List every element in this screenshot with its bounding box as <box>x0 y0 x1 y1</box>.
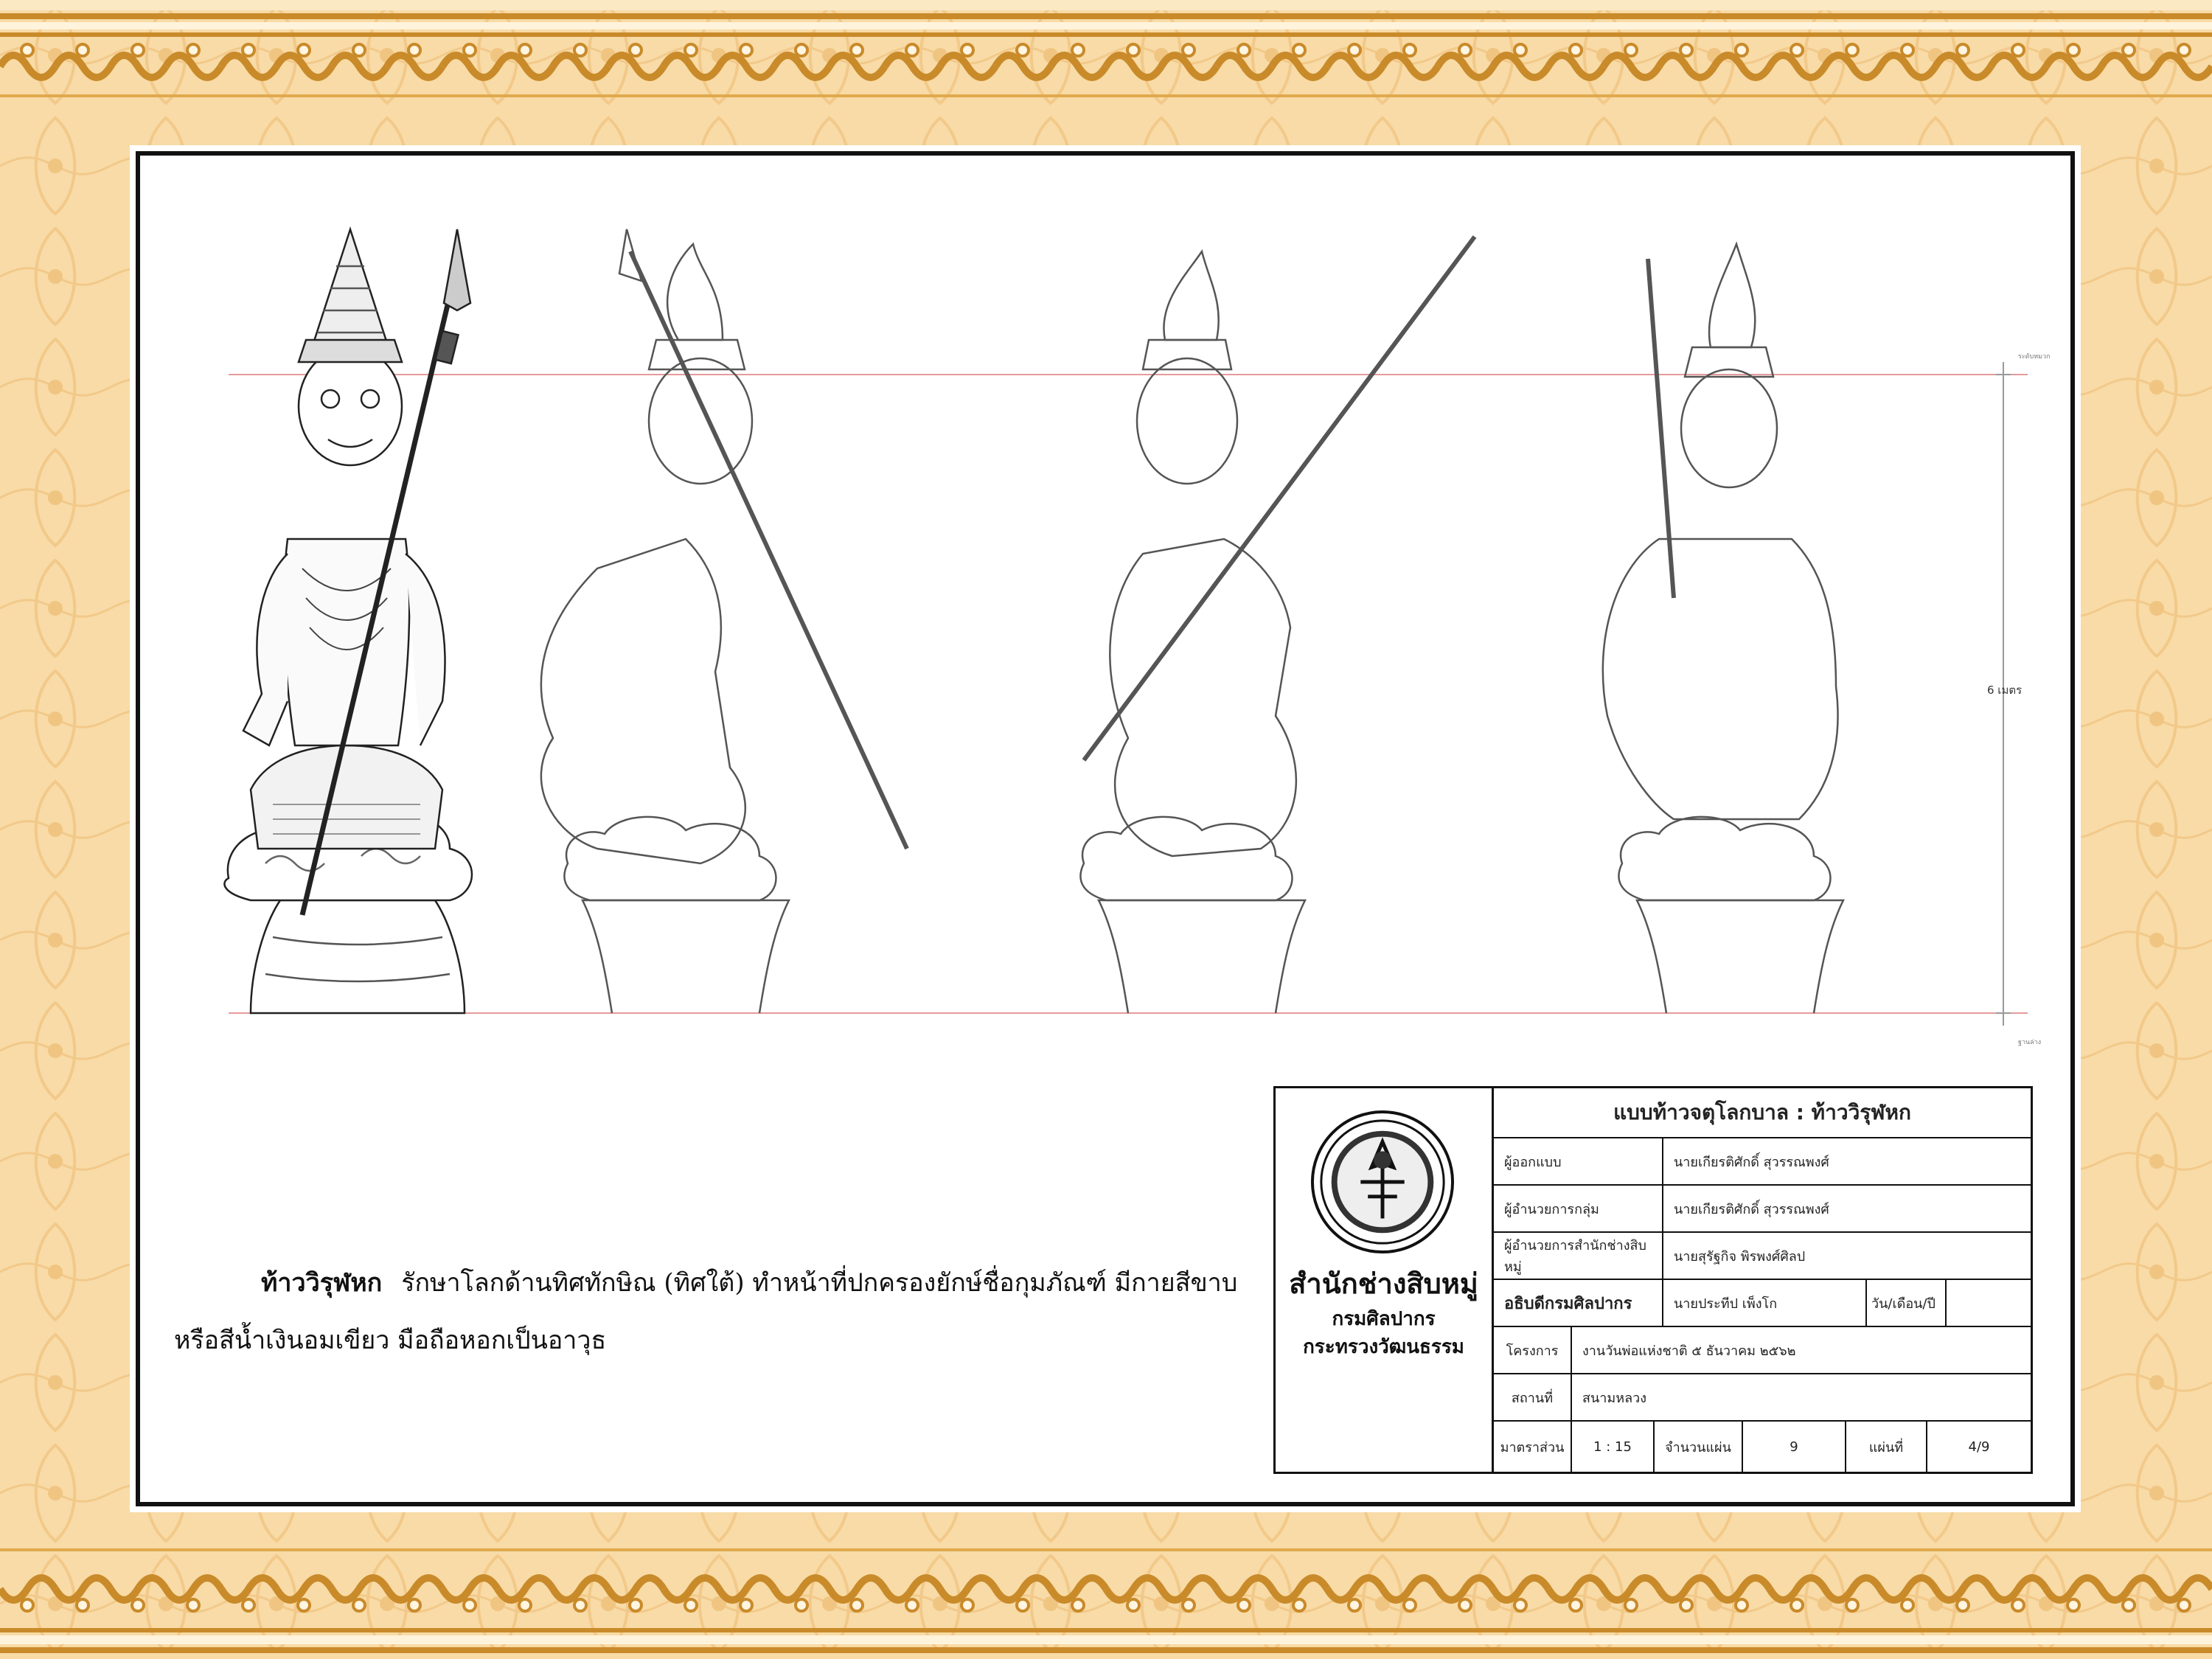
ornament-motif <box>1382 1578 1438 1600</box>
ornament-dot <box>1349 44 1360 56</box>
sheet-count-value: 9 <box>1742 1422 1845 1472</box>
ornament-dot <box>77 44 88 56</box>
ornament-motif <box>1880 55 1935 77</box>
ornament-motif <box>1659 55 1714 77</box>
ornament-dot <box>1293 44 1305 56</box>
ornament-dot <box>2123 44 2135 56</box>
ornament-dot <box>1404 1599 1416 1611</box>
ornament-motif <box>1659 1578 1714 1600</box>
ornament-dot <box>353 1599 365 1611</box>
sheet-count-label: จำนวนแผ่น <box>1653 1422 1742 1472</box>
ornament-motif <box>1217 1578 1272 1600</box>
ornament-motif <box>1051 55 1106 77</box>
ornament-dot <box>961 1599 973 1611</box>
ornament-dot <box>464 44 476 56</box>
ornament-motif <box>1825 55 1880 77</box>
location-value: สนามหลวง <box>1571 1374 2031 1420</box>
ornament-motif <box>608 55 664 77</box>
group-director-label: ผู้อำนวยการกลุ่ม <box>1504 1201 1599 1217</box>
ornament-dot <box>630 1599 641 1611</box>
ornament-motif <box>1880 1578 1935 1600</box>
ornament-dot <box>2012 44 2024 56</box>
ornament-motif <box>774 55 830 77</box>
ornament-dot <box>1957 44 1969 56</box>
ornament-motif <box>1604 1578 1659 1600</box>
ornament-motif <box>442 1578 498 1600</box>
ornament-dot <box>1957 1599 1969 1611</box>
title-block-row <box>1494 1327 2031 1374</box>
ornament-dot <box>2178 1599 2190 1611</box>
ornament-dot <box>740 44 752 56</box>
ornament-dot <box>1514 1599 1526 1611</box>
ornament-motif <box>111 55 166 77</box>
ornament-dot <box>1902 44 1913 56</box>
title-block-row <box>1494 1280 2031 1327</box>
ornament-motif <box>1548 55 1604 77</box>
ornament-motif <box>553 55 608 77</box>
ornament-motif <box>1272 55 1327 77</box>
ornament-dot <box>132 1599 144 1611</box>
ornament-dot <box>1570 44 1582 56</box>
ornament-motif <box>553 1578 608 1600</box>
ornament-motif <box>1161 1578 1217 1600</box>
ornament-dot <box>2067 44 2079 56</box>
ornament-dot <box>1017 1599 1029 1611</box>
ornament-motif <box>55 55 111 77</box>
ornament-dot <box>21 44 33 56</box>
title-block-logo-column <box>1276 1088 1494 1472</box>
department-seal-icon <box>1310 1109 1455 1255</box>
ornament-dot <box>1127 44 1139 56</box>
ornament-motif <box>1770 55 1825 77</box>
ministry-name: กระทรวงวัฒนธรรม <box>1303 1336 1464 1358</box>
ornament-motif <box>664 1578 719 1600</box>
office-director-value: นายสุรัฐกิจ พิรพงศ์ศิลป <box>1662 1233 2031 1279</box>
ornament-motif <box>55 1578 111 1600</box>
ornament-motif <box>0 1578 55 1600</box>
ornament-dot <box>961 44 973 56</box>
ornament-motif <box>442 55 498 77</box>
ornament-motif <box>221 55 276 77</box>
ornament-motif <box>166 1578 221 1600</box>
ornament-dot <box>1736 1599 1747 1611</box>
ornament-motif <box>1493 55 1548 77</box>
ornament-dot <box>906 1599 918 1611</box>
ornament-motif <box>1106 55 1161 77</box>
ornament-motif <box>2157 1578 2212 1600</box>
drawing-sheet <box>136 151 2075 1506</box>
ornament-motif <box>2157 55 2212 77</box>
back-view-figure <box>1603 244 1843 1013</box>
ornament-dot <box>1680 44 1692 56</box>
ornament-motif <box>1714 1578 1770 1600</box>
ornament-motif <box>387 55 442 77</box>
date-label: วัน/เดือน/ปี <box>1865 1280 1945 1326</box>
ornament-motif <box>1714 55 1770 77</box>
figure-caption <box>174 1254 1354 1369</box>
director-general-value: นายประทีป เพ็งโก <box>1662 1280 1865 1326</box>
ornament-dot <box>1293 1599 1305 1611</box>
ornament-motif <box>719 55 774 77</box>
side-view-figure-right <box>1080 237 1475 1013</box>
ornament-motif <box>1051 1578 1106 1600</box>
top-ornament-band <box>0 0 2212 133</box>
ornament-motif <box>1327 1578 1382 1600</box>
date-value <box>1945 1280 2031 1326</box>
ornament-dot <box>187 1599 199 1611</box>
ornament-dot <box>1349 1599 1360 1611</box>
ornament-dot <box>1514 44 1526 56</box>
ornament-dot <box>187 44 199 56</box>
group-director-value: นายเกียรติศักดิ์ สุวรรณพงศ์ <box>1662 1186 2031 1231</box>
ornament-motif <box>885 1578 940 1600</box>
sheet-number-label: แผ่นที่ <box>1845 1422 1926 1472</box>
ornament-dot <box>1127 1599 1139 1611</box>
location-label: สถานที่ <box>1511 1390 1554 1406</box>
ornament-dot <box>298 44 310 56</box>
ornament-dot <box>796 1599 807 1611</box>
ornament-dot <box>408 44 420 56</box>
ornament-dot <box>851 1599 863 1611</box>
ornament-dot <box>2067 1599 2079 1611</box>
ornament-dot <box>132 44 144 56</box>
ornament-motif <box>608 1578 664 1600</box>
ornament-dot <box>1072 1599 1084 1611</box>
ornament-dot <box>1459 44 1471 56</box>
ornament-dot <box>1404 44 1416 56</box>
title-block-row <box>1494 1186 2031 1233</box>
ornament-dot <box>243 44 254 56</box>
ornament-motif <box>830 55 885 77</box>
title-block-row <box>1494 1374 2031 1422</box>
designer-label: ผู้ออกแบบ <box>1504 1154 1562 1170</box>
organization-name: สำนักช่างสิบหมู่ <box>1289 1267 1478 1300</box>
ornament-motif <box>2101 1578 2157 1600</box>
bottom-ornament-band <box>0 1519 2212 1659</box>
ornament-motif <box>1106 1578 1161 1600</box>
scale-label: มาตราส่วน <box>1500 1439 1565 1455</box>
ornament-dot <box>1459 1599 1471 1611</box>
ornament-dot <box>519 1599 531 1611</box>
dimension-bottom-label: ฐานล่าง <box>2018 1039 2042 1046</box>
ornament-motif <box>387 1578 442 1600</box>
caption-name: ท้าววิรุฬหก <box>261 1268 383 1298</box>
ornament-dot <box>2178 44 2190 56</box>
ornament-motif <box>1493 1578 1548 1600</box>
ornament-motif <box>166 55 221 77</box>
ornament-motif <box>332 55 387 77</box>
project-label: โครงการ <box>1506 1343 1559 1359</box>
ornament-dot <box>1625 1599 1637 1611</box>
department-name: กรมศิลปากร <box>1332 1308 1436 1330</box>
ornament-dot <box>2123 1599 2135 1611</box>
ornament-motif <box>111 1578 166 1600</box>
ornament-motif <box>1217 55 1272 77</box>
ornament-dot <box>1238 44 1250 56</box>
ornament-motif <box>1161 55 1217 77</box>
ornament-dot <box>1902 1599 1913 1611</box>
ornament-dot <box>519 44 531 56</box>
ornament-dot <box>1791 44 1803 56</box>
title-block <box>1273 1086 2033 1474</box>
ornament-motif <box>498 55 553 77</box>
ornament-motif <box>1770 1578 1825 1600</box>
title-block-row <box>1494 1422 2031 1472</box>
ornament-dot <box>685 44 697 56</box>
ornament-motif <box>2046 55 2101 77</box>
ornament-dot <box>796 44 807 56</box>
ornament-motif <box>1825 1578 1880 1600</box>
ornament-motif <box>2046 1578 2101 1600</box>
ornament-motif <box>1935 1578 1991 1600</box>
ornament-dot <box>298 1599 310 1611</box>
ornament-motif <box>1991 55 2046 77</box>
ornament-dot <box>1183 1599 1194 1611</box>
front-view-figure <box>224 229 472 1013</box>
side-view-figure-left <box>541 229 907 1013</box>
ornament-dot <box>1680 1599 1692 1611</box>
ornament-motif <box>1327 55 1382 77</box>
ornament-motif <box>1382 55 1438 77</box>
director-general-label: อธิบดีกรมศิลปากร <box>1504 1294 1632 1313</box>
caption-line-1: รักษาโลกด้านทิศทักษิณ (ทิศใต้) ทำหน้าที่ปกครองยักษ์ชื่อกุมภัณฑ์ มีกายสีขาบ <box>401 1268 1238 1298</box>
ornament-motif <box>1548 1578 1604 1600</box>
ornament-dot <box>1791 1599 1803 1611</box>
ornament-dot <box>1846 44 1858 56</box>
ornament-motif <box>664 55 719 77</box>
ornament-motif <box>1272 1578 1327 1600</box>
drawing-title: แบบท้าวจตุโลกบาล : ท้าววิรุฬหก <box>1494 1088 2031 1138</box>
ornament-motif <box>276 1578 332 1600</box>
ornament-dot <box>1183 44 1194 56</box>
title-block-row <box>1494 1233 2031 1280</box>
ornament-motif <box>885 55 940 77</box>
ornament-dot <box>1072 44 1084 56</box>
ornament-motif <box>995 55 1051 77</box>
ornament-motif <box>830 1578 885 1600</box>
ornament-motif <box>940 55 995 77</box>
ornament-dot <box>1238 1599 1250 1611</box>
caption-line-2: หรือสีน้ำเงินอมเขียว มือถือหอกเป็นอาวุธ <box>174 1326 607 1355</box>
ornament-motif <box>774 1578 830 1600</box>
ornament-dot <box>2012 1599 2024 1611</box>
ornament-dot <box>408 1599 420 1611</box>
title-block-row <box>1494 1138 2031 1186</box>
dimension-top-label: ระดับหมวก <box>2018 353 2051 361</box>
ornament-motif <box>995 1578 1051 1600</box>
designer-value: นายเกียรติศักดิ์ สุวรรณพงศ์ <box>1662 1138 2031 1184</box>
office-director-label: ผู้อำนวยการสำนักช่างสิบหมู่ <box>1504 1238 1646 1275</box>
ornament-motif <box>0 55 55 77</box>
ornament-dot <box>906 44 918 56</box>
ornament-motif <box>276 55 332 77</box>
ornament-motif <box>1438 55 1493 77</box>
dimension-height-label: 6 เมตร <box>1987 684 2023 697</box>
ornament-dot <box>630 44 641 56</box>
ornament-motif <box>940 1578 995 1600</box>
ornament-dot <box>464 1599 476 1611</box>
ornament-dot <box>21 1599 33 1611</box>
ornament-motif <box>332 1578 387 1600</box>
project-value: งานวันพ่อแห่งชาติ ๕ ธันวาคม ๒๕๖๒ <box>1571 1327 2031 1373</box>
ornament-dot <box>740 1599 752 1611</box>
ornament-dot <box>1846 1599 1858 1611</box>
ornament-motif <box>1604 55 1659 77</box>
ornament-motif <box>1438 1578 1493 1600</box>
ornament-dot <box>77 1599 88 1611</box>
ornament-dot <box>1017 44 1029 56</box>
sheet-number-value: 4/9 <box>1926 1422 2031 1472</box>
ornament-dot <box>1736 44 1747 56</box>
ornament-dot <box>1625 44 1637 56</box>
ornament-dot <box>851 44 863 56</box>
ornament-dot <box>353 44 365 56</box>
ornament-dot <box>685 1599 697 1611</box>
ornament-dot <box>574 1599 586 1611</box>
scale-value: 1 : 15 <box>1571 1422 1653 1472</box>
ornament-motif <box>498 1578 553 1600</box>
ornament-motif <box>2101 55 2157 77</box>
ornament-dot <box>574 44 586 56</box>
ornament-dot <box>243 1599 254 1611</box>
ornament-motif <box>221 1578 276 1600</box>
ornament-dot <box>1570 1599 1582 1611</box>
ornament-motif <box>1935 55 1991 77</box>
ornament-motif <box>719 1578 774 1600</box>
ornament-motif <box>1991 1578 2046 1600</box>
